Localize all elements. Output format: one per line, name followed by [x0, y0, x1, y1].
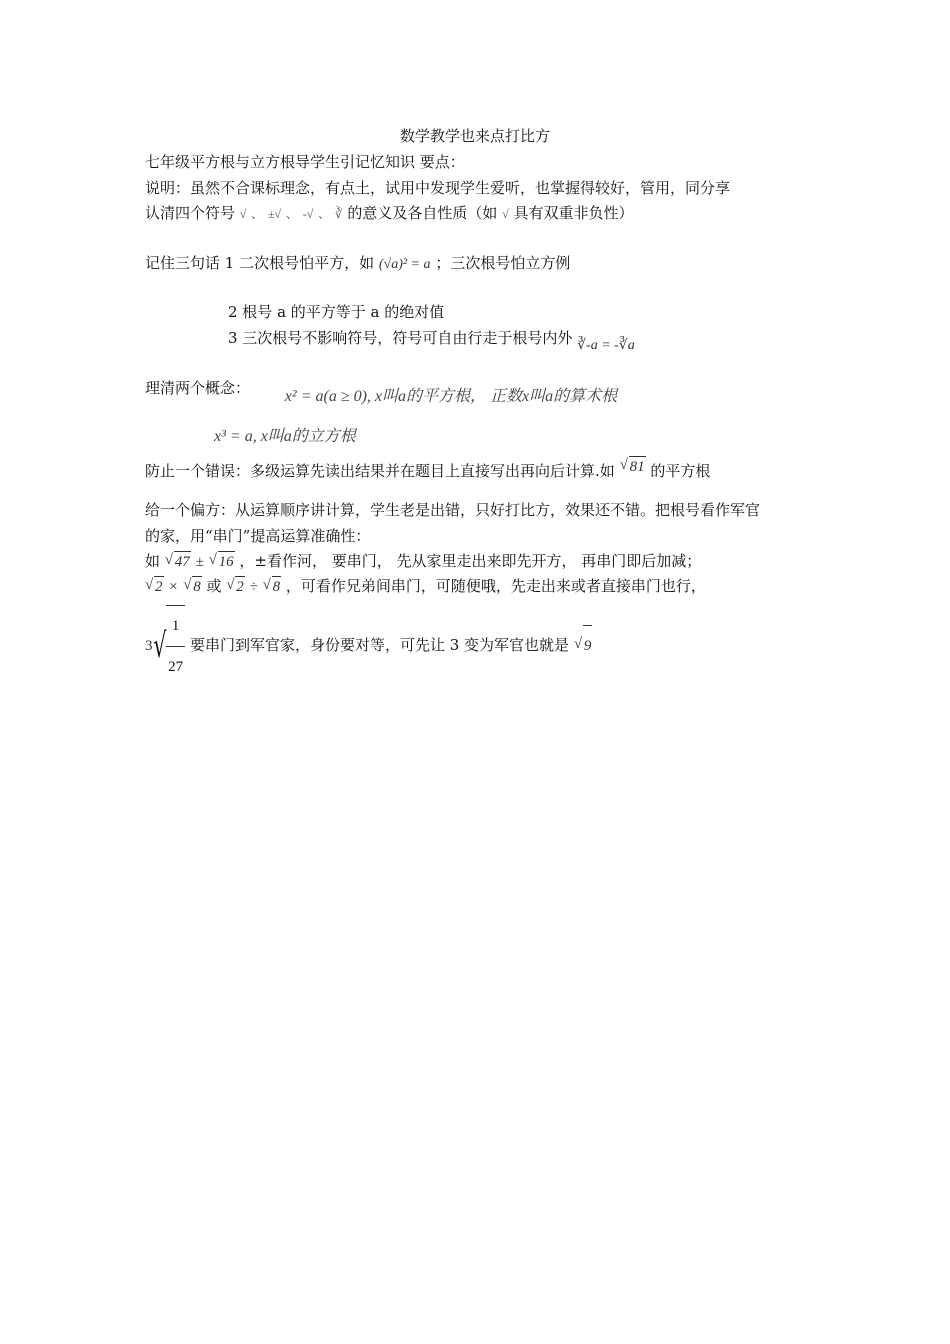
text-line-14 — [145, 605, 592, 675]
or-word: 或 — [206, 577, 222, 595]
fraction-1-over-27: $\frac{1}{27}$ — [166, 605, 185, 687]
sqrt-2-second: √ 2 — [226, 576, 245, 597]
text-line-12 — [145, 551, 701, 572]
formula-square-root-definition: x² = a(a ≥ 0), x叫a的平方根， 正数x叫a的算术根 — [284, 388, 618, 405]
formula-cube-root-definition: x³ = a, x叫a的立方根 — [214, 428, 356, 445]
separator: 、 — [251, 207, 264, 221]
plus-minus-sqrt-symbol: ±√ — [267, 207, 282, 221]
text-line-14-b: 要串门到军官家，身份要对等，可先让 3 变为军官也就是 — [189, 636, 570, 654]
text-line-2: 说明：虽然不合课标理念，有点土，试用中发现学生爱听，也掌握得较好，管用，同分享 — [145, 179, 731, 197]
text-line-1: 七年级平方根与立方根导学生引记忆知识 要点： — [145, 153, 465, 171]
text-line-4 — [145, 253, 570, 275]
sqrt-symbol: √ — [239, 207, 247, 221]
document-title: 数学教学也来点打比方 — [399, 127, 550, 145]
sqrt-81: √ 81 — [620, 456, 646, 477]
sqrt-symbol-example: √ — [502, 207, 509, 221]
separator: 、 — [285, 207, 298, 221]
text-line-13-h: ，可看作兄弟间串门，可随便哦，先走出来或者直接串门也行， — [285, 577, 706, 595]
text-line-3-b: 的意义及各自性质（如 — [347, 204, 498, 222]
text-line-4-b: ；三次根号怕立方例 — [435, 254, 571, 272]
text-line-10: 给一个偏方：从运算顺序讲计算，学生老是出错，只好打比方，效果还不错。把根号看作军官 — [145, 501, 761, 519]
text-line-3-c: 具有双重非负性） — [513, 204, 634, 222]
sqrt-8: √ 8 — [183, 576, 202, 597]
text-line-12-a: 如 — [145, 552, 161, 570]
cube-root-symbol: ∛ — [334, 207, 343, 221]
text-line-11: 的家，用“串门”提高运算准确性： — [145, 527, 371, 545]
text-line-9-c: 的平方根 — [650, 462, 711, 480]
text-line-6-a: 3 三次根号不影响符号，符号可自由行走于根号内外 — [228, 329, 573, 347]
sqrt-2: √ 2 — [145, 576, 164, 597]
text-line-6 — [228, 328, 635, 353]
text-line-5: 2 根号 a 的平方等于 a 的绝对值 — [228, 303, 445, 321]
text-line-7 — [145, 378, 618, 405]
formula-cube-root-sign: ∛-a = -∛a — [577, 338, 635, 353]
plus-minus-sign: ± — [195, 554, 204, 570]
text-line-7-a: 理清两个概念： — [145, 379, 251, 397]
text-line-9-a: 防止一个错误：多级运算先读出结果并在题目上直接写出再向后计算.如 — [145, 462, 615, 480]
sqrt-47: √ 47 — [165, 551, 191, 572]
text-line-12-e: ，±看作河， 要串门， 先从家里走出来即先开方， 再串门即后加减； — [239, 552, 702, 570]
sqrt-16: √ 16 — [209, 551, 235, 572]
text-line-9 — [145, 461, 710, 482]
minus-sqrt-symbol: -√ — [302, 207, 314, 221]
text-line-3-a: 认清四个符号 — [145, 204, 236, 222]
text-line-3 — [145, 203, 634, 224]
times-sign: × — [168, 579, 179, 595]
text-line-13 — [145, 576, 706, 597]
separator: 、 — [318, 207, 331, 221]
sqrt-8-second: √ 8 — [263, 576, 282, 597]
coefficient-3: 3 — [145, 638, 153, 654]
divide-sign: ÷ — [249, 579, 258, 595]
big-sqrt-sign: √ — [152, 626, 166, 666]
formula-sqrt-squared: (√a)² = a — [378, 257, 431, 272]
text-line-4-a: 记住三句话 1 二次根号怕平方，如 — [145, 254, 375, 272]
sqrt-9: √ 9 — [574, 625, 593, 666]
